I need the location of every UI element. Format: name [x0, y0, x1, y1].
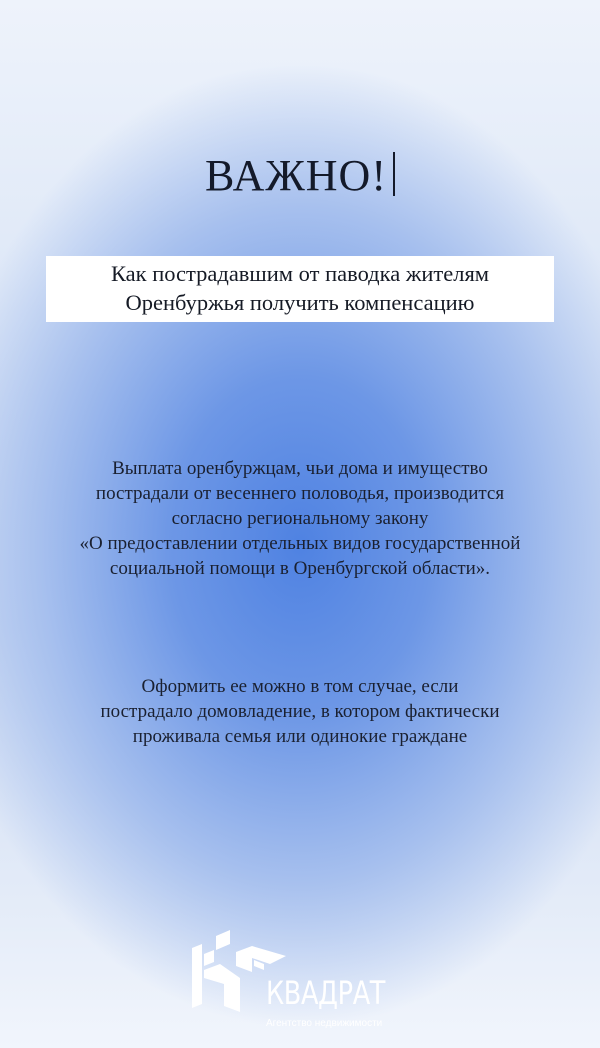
page-title — [0, 150, 600, 201]
headline-line: Оренбуржья получить компенсацию — [125, 290, 475, 315]
brand-tagline: Агентство недвижимости — [266, 1018, 383, 1029]
paragraph-line: проживала семья или одинокие граждане — [132, 726, 468, 747]
paragraph-line: Оформить ее можно в том случае, если — [141, 676, 459, 697]
paragraph-line: пострадало домовладение, в котором фактически — [100, 701, 500, 722]
text-cursor — [393, 152, 395, 196]
brand-name: КВАДРАТ — [266, 974, 386, 1012]
headline-line: Как пострадавшим от паводка жителям — [110, 261, 490, 286]
paragraph-payment — [0, 456, 600, 581]
headline-box — [46, 256, 554, 322]
paragraph-line: согласно региональному закону — [171, 508, 429, 529]
brand-logo — [190, 926, 420, 1036]
paragraph-line: «О предоставлении отдельных видов государственной — [79, 533, 521, 554]
title-text: ВАЖНО! — [205, 151, 387, 200]
paragraph-line: Выплата оренбуржцам, чьи дома и имущество — [112, 458, 488, 479]
paragraph-conditions — [0, 674, 600, 749]
paragraph-line: социальной помощи в Оренбургской области». — [109, 558, 491, 579]
paragraph-line: пострадали от весеннего половодья, производится — [95, 483, 505, 504]
